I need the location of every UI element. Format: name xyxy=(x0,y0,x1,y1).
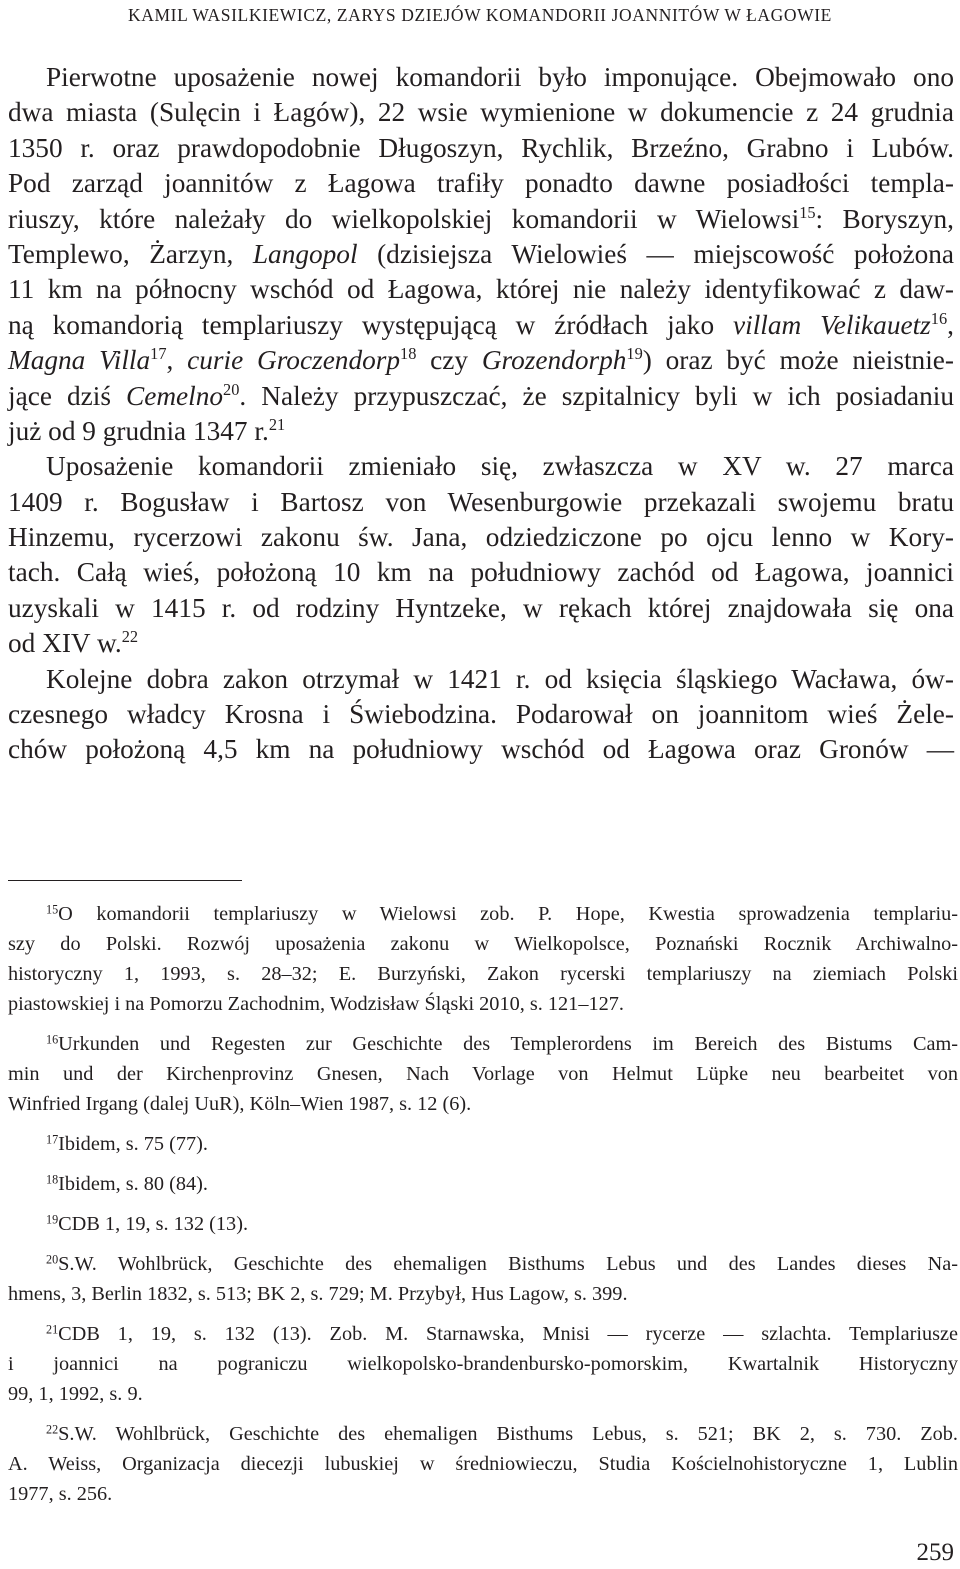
footnote-line xyxy=(8,1419,958,1449)
footnote-number: 21 xyxy=(46,1322,59,1337)
text-run: ną komandorią templariuszy występującą w źródłach jako xyxy=(8,309,733,340)
footnote-ref: 22 xyxy=(121,627,139,647)
footnote-number: 16 xyxy=(46,1032,59,1047)
text-run: już od 9 grudnia 1347 r. xyxy=(8,415,269,446)
footnote-line xyxy=(8,1209,958,1239)
footnote-text: A. Weiss, Organizacja diecezji lubuskiej w średniowieczu, Studia Kościelnohistoryczne 1, Lublin xyxy=(8,1453,958,1475)
text-run: Templewo, Żarzyn, xyxy=(8,238,253,269)
text-line: tach. Całą wieś, położoną 10 km na południowy zachód od Łagowa, joannici xyxy=(8,557,954,588)
text-line: Hinzemu, rycerzowi zakonu św. Jana, odziedziczone po ojcu lenno w Kory- xyxy=(8,522,954,553)
italic-text: curie Groczendorp xyxy=(187,345,401,376)
footnote-line xyxy=(8,1029,958,1059)
footnote-line xyxy=(8,1379,958,1409)
main-text xyxy=(8,60,954,768)
text-line: 1350 r. oraz prawdopodobnie Długoszyn, Rychlik, Brzeźno, Grabno i Lubów. xyxy=(8,132,954,163)
footnote-text: CDB 1, 19, s. 132 (13). xyxy=(58,1213,249,1235)
text-line: 11 km na północny wschód od Łagowa, której nie należy identyfikować z daw- xyxy=(8,274,954,305)
text-line xyxy=(8,414,954,449)
text-run: od XIV w. xyxy=(8,628,122,659)
italic-text: Magna Villa xyxy=(8,345,151,376)
footnote-ref: 18 xyxy=(400,343,417,363)
text-line xyxy=(8,379,954,414)
italic-text: Cemelno xyxy=(126,380,224,411)
footnote-number: 22 xyxy=(46,1422,59,1437)
footnote-text: S.W. Wohlbrück, Geschichte des ehemaligen Bisthums Lebus und des Landes dieses Na- xyxy=(58,1253,958,1275)
footnote-text: i joannici na pograniczu wielkopolsko-brandenbursko-pomorskim, Kwartalnik Historyczny xyxy=(8,1353,958,1375)
footnote-text: historyczny 1, 1993, s. 28–32; E. Burzyński, Zakon rycerski templariuszy na ziemiach Polski xyxy=(8,963,958,985)
footnote-number: 18 xyxy=(46,1172,59,1187)
text-run: , xyxy=(166,345,188,376)
footnote-line xyxy=(8,1059,958,1089)
italic-text: Grozendorph xyxy=(481,345,627,376)
footnote xyxy=(8,1129,958,1159)
text-run: (dzisiejsza Wielowieś — miejscowość położona xyxy=(357,238,954,269)
footnote-text: S.W. Wohlbrück, Geschichte des ehemaligen Bisthums Lebus, s. 521; BK 2, s. 730. Zob. xyxy=(58,1423,958,1445)
footnote-line xyxy=(8,1129,958,1159)
footnote-line xyxy=(8,1479,958,1509)
footnote-line xyxy=(8,1089,958,1119)
footnote-line xyxy=(8,959,958,989)
footnote xyxy=(8,1209,958,1239)
footnote-text: Ibidem, s. 80 (84). xyxy=(58,1173,208,1195)
footnote-line xyxy=(8,1349,958,1379)
text-run: ) oraz być może nieistnie- xyxy=(642,345,954,376)
footnote-number: 19 xyxy=(46,1212,59,1227)
footnote-text: O komandorii templariuszy w Wielowsi zob. P. Hope, Kwestia sprowadzenia templariu- xyxy=(58,903,958,925)
text-line: uzyskali w 1415 r. od rodziny Hyntzeke, w rękach której znajdowała się ona xyxy=(8,592,954,623)
text-line: dwa miasta (Sulęcin i Łagów), 22 wsie wymienione w dokumencie z 24 grudnia xyxy=(8,97,954,128)
text-line xyxy=(8,308,954,343)
text-line xyxy=(8,626,954,661)
italic-text: Langopol xyxy=(252,238,358,269)
text-line: Pod zarząd joannitów z Łagowa trafiły ponadto dawne posiadłości templa- xyxy=(8,168,954,199)
footnote-separator xyxy=(8,880,242,881)
text-run: jące dziś xyxy=(8,380,126,411)
footnote-number: 20 xyxy=(46,1252,59,1267)
footnote-ref: 15 xyxy=(799,202,816,222)
footnote-line xyxy=(8,1449,958,1479)
text-run: : Boryszyn, xyxy=(815,203,954,234)
footnote xyxy=(8,1249,958,1309)
footnotes xyxy=(8,899,958,1519)
footnote-text: szy do Polski. Rozwój uposażenia zakonu w Wielkopolsce, Poznański Rocznik Archiwalno- xyxy=(8,933,958,955)
page-number: 259 xyxy=(916,1539,954,1566)
footnote-text: Ibidem, s. 75 (77). xyxy=(58,1133,208,1155)
footnote-line xyxy=(8,989,958,1019)
footnote-line xyxy=(8,1279,958,1309)
text-line: chów położoną 4,5 km na południowy wschód od Łagowa oraz Gronów — xyxy=(8,734,954,765)
text-line: 1409 r. Bogusław i Bartosz von Wesenburgowie przekazali swojemu bratu xyxy=(8,486,954,517)
text-run: , xyxy=(947,309,954,340)
footnote-ref: 16 xyxy=(930,308,948,328)
text-line: Pierwotne uposażenie nowej komandorii było imponujące. Obejmowało ono xyxy=(46,62,954,92)
footnote-number: 15 xyxy=(46,902,59,917)
footnote-ref: 17 xyxy=(150,343,167,363)
footnote-ref: 20 xyxy=(223,379,240,399)
footnote xyxy=(8,899,958,1019)
footnote-ref: 21 xyxy=(268,414,286,434)
footnote-line xyxy=(8,929,958,959)
text-line xyxy=(8,343,954,378)
footnote-text: Urkunden und Regesten zur Geschichte des Templerordens im Bereich des Bistums Cam- xyxy=(58,1033,958,1055)
footnote-line xyxy=(8,899,958,929)
running-header: KAMIL WASILKIEWICZ, ZARYS DZIEJÓW KOMANDORII JOANNITÓW W ŁAGOWIE xyxy=(128,5,832,25)
text-run: riuszy, które należały do wielkopolskiej komandorii w Wielowsi xyxy=(8,203,800,234)
footnote-text: piastowskiej i na Pomorzu Zachodnim, Wodzisław Śląski 2010, s. 121–127. xyxy=(8,993,624,1015)
text-line xyxy=(8,202,954,237)
footnote xyxy=(8,1169,958,1199)
footnote-text: hmens, 3, Berlin 1832, s. 513; BK 2, s. 729; M. Przybył, Hus Lagow, s. 399. xyxy=(8,1283,628,1305)
footnote-line xyxy=(8,1169,958,1199)
text-line: czesnego władcy Krosna i Świebodzina. Podarował on joannitom wieś Żele- xyxy=(8,699,954,730)
footnote-text: 99, 1, 1992, s. 9. xyxy=(8,1383,143,1405)
text-line: Kolejne dobra zakon otrzymał w 1421 r. od księcia śląskiego Wacława, ów- xyxy=(46,663,954,694)
footnote-number: 17 xyxy=(46,1132,59,1147)
footnote-line xyxy=(8,1319,958,1349)
footnote-ref: 19 xyxy=(626,343,643,363)
text-run: czy xyxy=(416,345,482,376)
text-line: Uposażenie komandorii zmieniało się, zwłaszcza w XV w. 27 marca xyxy=(46,451,954,482)
text-line xyxy=(8,237,954,272)
text-run: . Należy przypuszczać, że szpitalnicy byli w ich posiadaniu xyxy=(239,380,954,411)
footnote xyxy=(8,1419,958,1509)
footnote-text: 1977, s. 256. xyxy=(8,1483,113,1505)
footnote-text: Winfried Irgang (dalej UuR), Köln–Wien 1987, s. 12 (6). xyxy=(8,1093,472,1115)
footnote-text: min und der Kirchenprovinz Gnesen, Nach Vorlage von Helmut Lüpke neu bearbeitet von xyxy=(8,1063,958,1085)
footnote xyxy=(8,1319,958,1409)
footnote xyxy=(8,1029,958,1119)
italic-text: villam Velikauetz xyxy=(733,309,931,340)
footnote-line xyxy=(8,1249,958,1279)
footnote-text: CDB 1, 19, s. 132 (13). Zob. M. Starnawska, Mnisi — rycerze — szlachta. Templariusze xyxy=(58,1323,958,1345)
